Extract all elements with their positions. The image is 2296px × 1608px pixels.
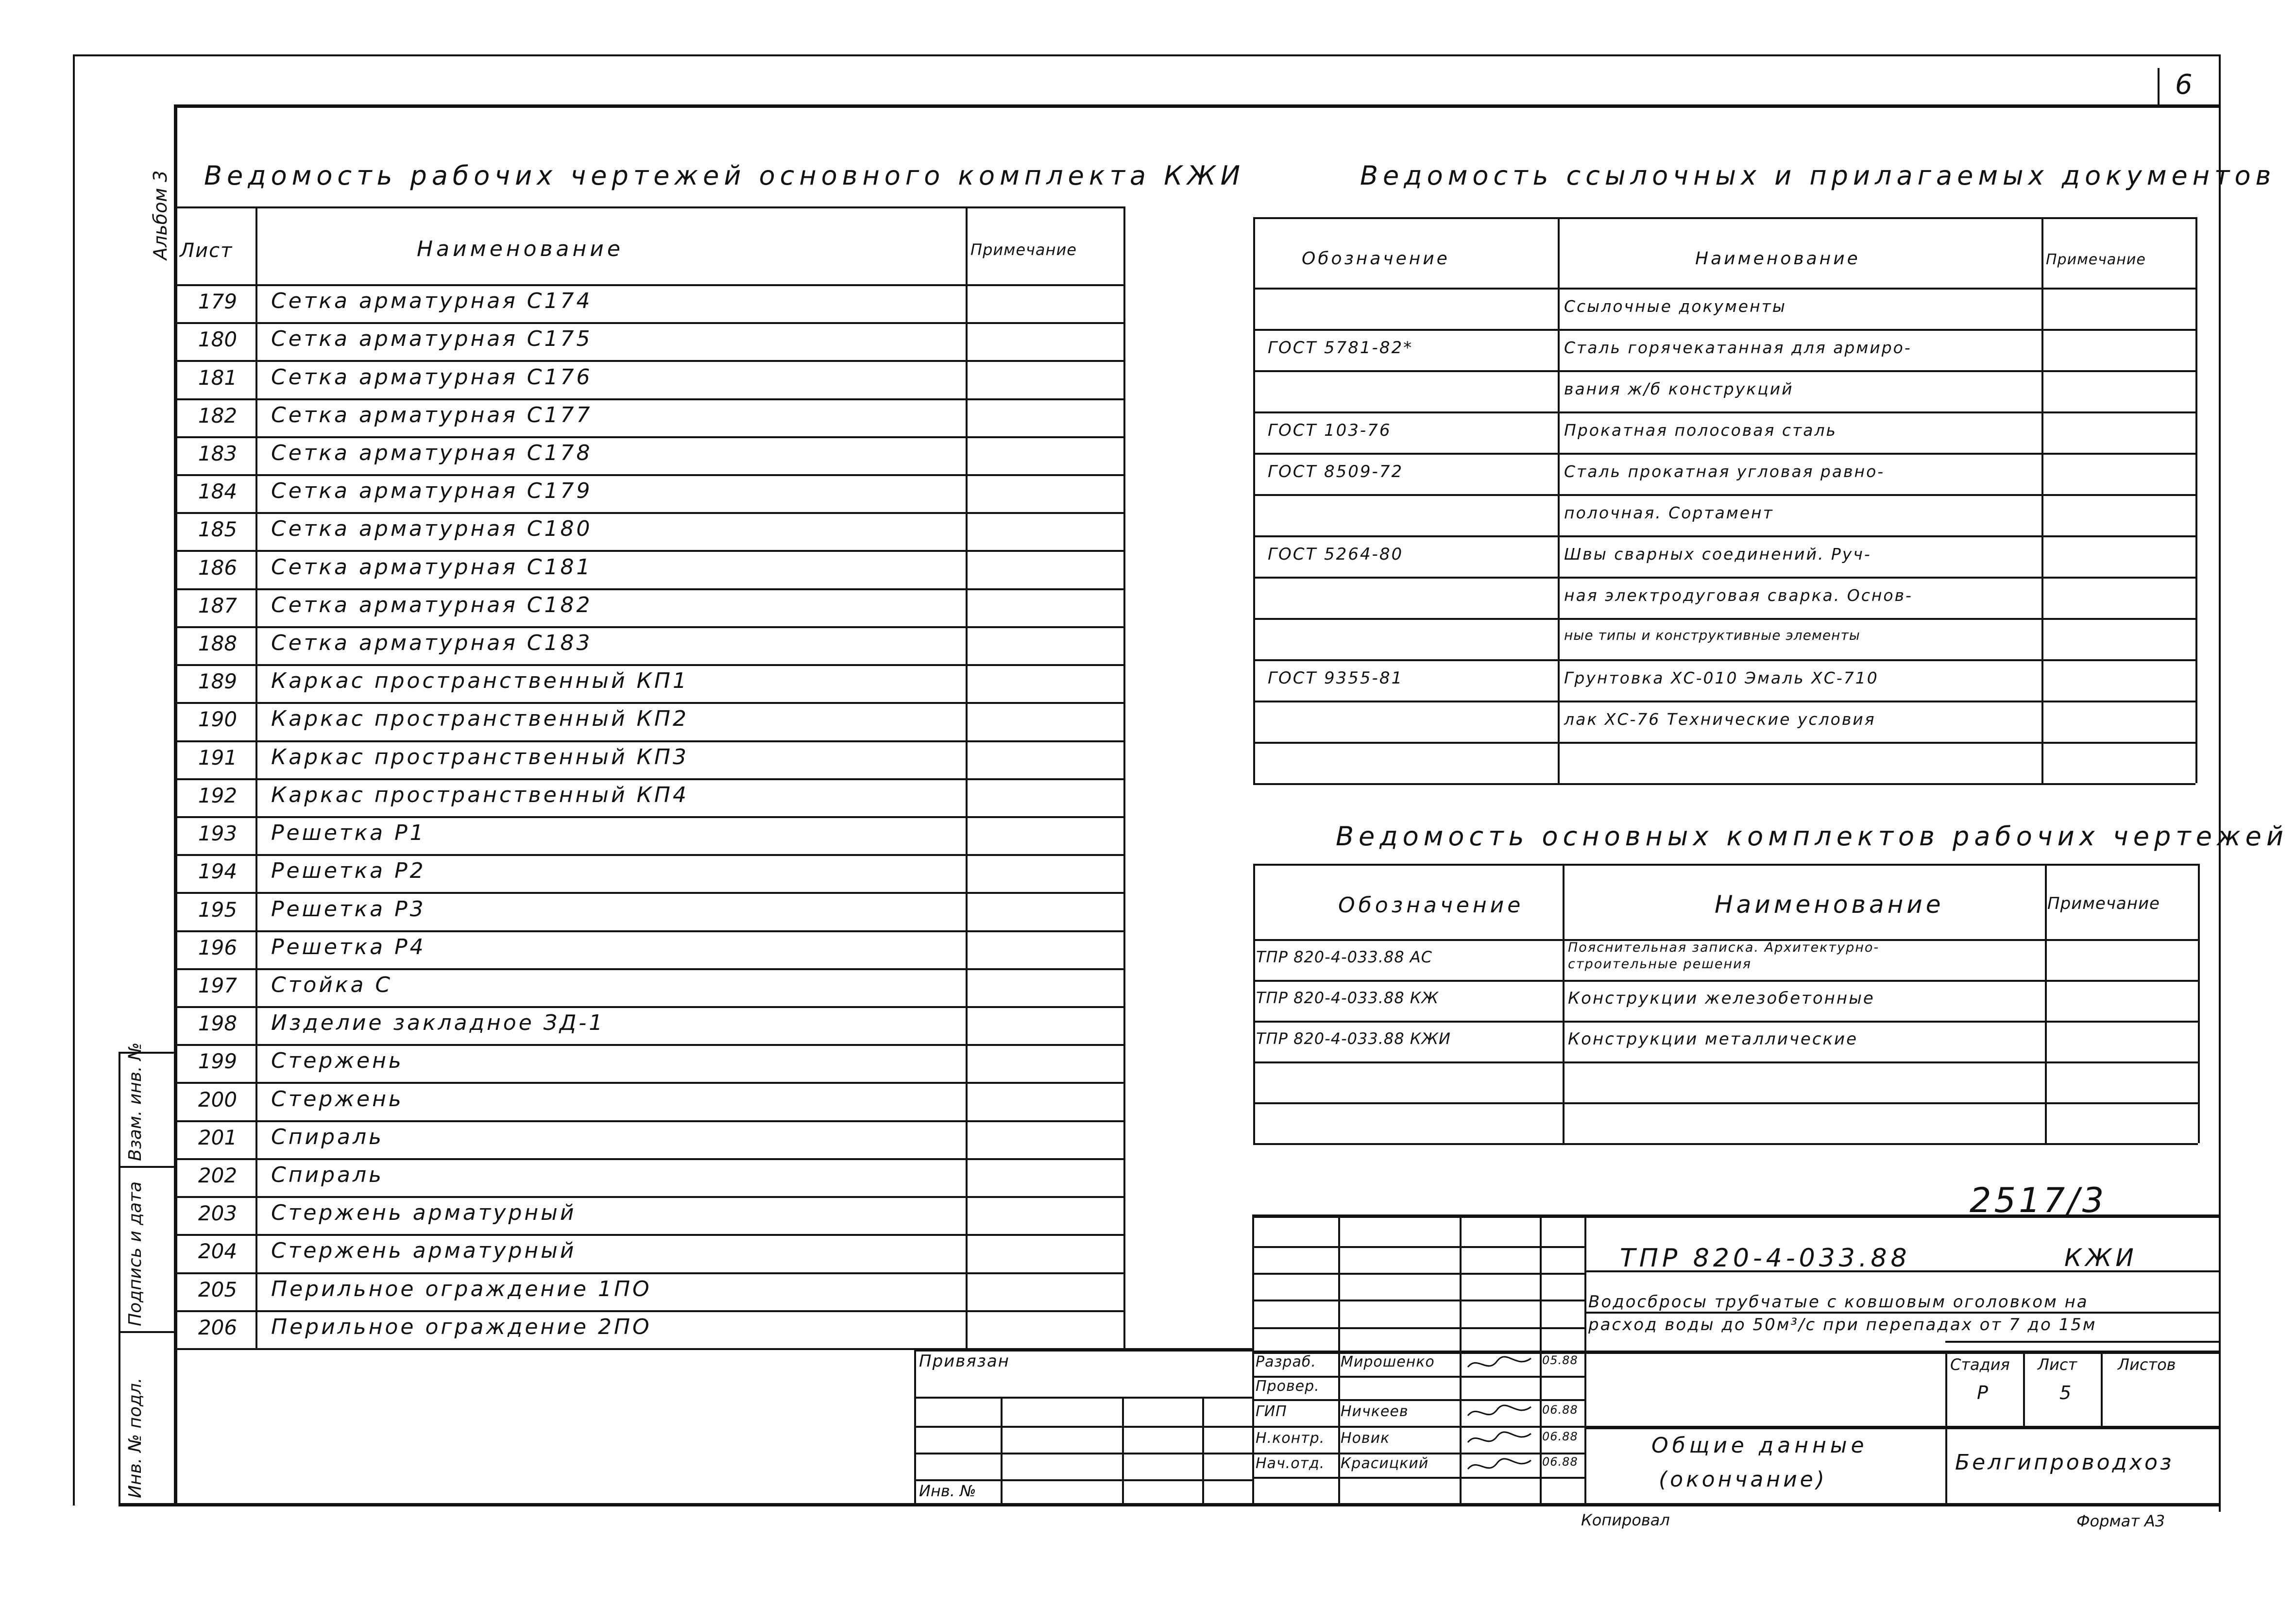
row-name: Сетка арматурная С176 <box>271 364 593 390</box>
row-name: Швы сварных соединений. Руч- <box>1564 544 1871 564</box>
row-name: лак ХС-76 Технические условия <box>1564 709 1876 729</box>
row-designation: ГОСТ 103-76 <box>1268 420 1392 440</box>
signer-name: Красицкий <box>1341 1455 1429 1472</box>
table-row <box>174 702 1123 740</box>
row-name: Сетка арматурная С182 <box>271 592 593 617</box>
row-name: Сетка арматурная С179 <box>271 479 593 504</box>
sets-header-name: Наименование <box>1715 890 1944 919</box>
signer-role: Провер. <box>1256 1378 1320 1395</box>
table-row <box>1253 288 2195 329</box>
signer-name: Новик <box>1341 1429 1390 1447</box>
table-row <box>1253 618 2195 659</box>
table-row <box>1253 939 2198 980</box>
vzam-inv-label: Взам. инв. № <box>125 1042 145 1161</box>
left-header-sheet: Лист <box>180 239 233 262</box>
row-name: ные типы и конструктивные элементы <box>1564 627 1860 643</box>
row-sheet-number: 190 <box>198 707 238 732</box>
sheet-name-line2: (окончание) <box>1659 1467 1827 1492</box>
table-row <box>1253 453 2195 494</box>
row-name: Решетка Р2 <box>271 858 426 884</box>
row-name: Каркас пространственный КП3 <box>271 744 689 770</box>
left-header-name: Наименование <box>417 237 624 261</box>
copied-by: Копировал <box>1581 1511 1670 1529</box>
table-row <box>1253 659 2195 701</box>
row-name: Сталь горячекатанная для армиро- <box>1564 338 1912 357</box>
table-row <box>1253 329 2195 370</box>
table-row <box>174 474 1123 512</box>
signer-role: Н.контр. <box>1256 1429 1325 1447</box>
left-table <box>174 206 1123 1348</box>
row-sheet-number: 199 <box>198 1049 238 1074</box>
row-name: Грунтовка ХС-010 Эмаль ХС-710 <box>1564 668 1879 687</box>
row-name: Стержень арматурный <box>271 1238 577 1264</box>
row-name: Сталь прокатная угловая равно- <box>1564 462 1885 481</box>
signer-role: ГИП <box>1256 1403 1287 1420</box>
row-name: Перильное ограждение 2ПО <box>271 1314 652 1339</box>
table-row <box>174 1310 1123 1348</box>
table-row <box>174 778 1123 816</box>
signature-mark <box>1463 1352 1536 1374</box>
row-name: Каркас пространственный КП1 <box>271 668 689 694</box>
signer-date: 06.88 <box>1542 1403 1578 1417</box>
table-row <box>174 1196 1123 1234</box>
ref-table <box>1253 217 2195 783</box>
row-name: Сетка арматурная С175 <box>271 326 593 352</box>
table-row <box>174 892 1123 930</box>
table-row <box>174 360 1123 398</box>
album-label: Альбом 3 <box>150 170 171 260</box>
row-sheet-number: 193 <box>198 821 238 846</box>
table-row <box>174 284 1123 322</box>
row-sheet-number: 186 <box>198 555 238 580</box>
row-name: Стержень <box>271 1048 404 1074</box>
row-name: Сетка арматурная С180 <box>271 516 593 542</box>
table-row <box>174 816 1123 854</box>
inv-podl-label: Инв. № подл. <box>125 1377 145 1498</box>
left-header-note: Примечание <box>970 240 1077 259</box>
row-name: Стойка С <box>271 972 393 997</box>
ref-header-note: Примечание <box>2046 251 2146 268</box>
sheet-value: 5 <box>2059 1382 2072 1403</box>
sheet-name-line1: Общие данные <box>1651 1433 1868 1458</box>
row-designation: ГОСТ 9355-81 <box>1268 668 1404 688</box>
sets-table-title: Ведомость основных комплектов рабочих чертежей <box>1336 821 2288 852</box>
table-row <box>174 1082 1123 1120</box>
organization: Белгипроводхоз <box>1955 1450 2174 1475</box>
row-designation: ГОСТ 5264-80 <box>1268 544 1404 564</box>
row-sheet-number: 184 <box>198 479 238 504</box>
stage-label: Стадия <box>1950 1355 2010 1374</box>
row-sheet-number: 205 <box>198 1277 238 1301</box>
table-row <box>1253 494 2195 535</box>
row-sheet-number: 181 <box>198 365 238 390</box>
row-designation: ТПР 820-4-033.88 КЖ <box>1256 989 1439 1007</box>
row-sheet-number: 188 <box>198 632 238 656</box>
row-name-line2: строительные решения <box>1568 957 1752 972</box>
table-row <box>174 1044 1123 1082</box>
table-row <box>174 1120 1123 1158</box>
row-name: Сетка арматурная С181 <box>271 554 593 580</box>
table-row <box>174 398 1123 436</box>
sets-table <box>1253 864 2198 1143</box>
table-row <box>1253 577 2195 618</box>
signature-mark <box>1463 1401 1536 1424</box>
row-name: Решетка Р4 <box>271 934 426 959</box>
signature-mark <box>1463 1454 1536 1475</box>
table-row <box>174 1006 1123 1044</box>
row-name: Стержень <box>271 1086 404 1112</box>
signer-role: Разраб. <box>1256 1353 1316 1370</box>
binding-inv-label: Инв. № <box>919 1482 976 1500</box>
signer-date: 06.88 <box>1542 1455 1578 1469</box>
row-sheet-number: 204 <box>198 1239 238 1264</box>
table-row <box>174 1158 1123 1196</box>
row-sheet-number: 195 <box>198 897 238 922</box>
row-sheet-number: 182 <box>198 403 238 428</box>
signer-role: Нач.отд. <box>1256 1455 1325 1472</box>
sets-header-designation: Обозначение <box>1338 893 1524 918</box>
left-table-title: Ведомость рабочих чертежей основного комплекта КЖИ <box>204 160 1245 191</box>
row-sheet-number: 198 <box>198 1011 238 1036</box>
table-row <box>174 930 1123 968</box>
row-designation: ГОСТ 8509-72 <box>1268 462 1404 481</box>
row-name: Сетка арматурная С183 <box>271 631 593 656</box>
table-row <box>174 436 1123 474</box>
row-name: Изделие закладное ЗД-1 <box>271 1010 605 1036</box>
row-name: Решетка Р3 <box>271 896 426 922</box>
sheets-label: Листов <box>2118 1355 2176 1374</box>
row-name: полочная. Сортамент <box>1564 503 1774 522</box>
row-name: Конструкции металлические <box>1568 1029 1858 1049</box>
signer-date: 05.88 <box>1542 1353 1578 1367</box>
doc-code: ТПР 820-4-033.88 <box>1620 1244 1911 1273</box>
ref-header-name: Наименование <box>1695 249 1860 269</box>
sheet-label: Лист <box>2038 1355 2077 1374</box>
table-row <box>174 1234 1123 1272</box>
album-code: 2517/3 <box>1970 1180 2107 1220</box>
signer-date: 06.88 <box>1542 1429 1578 1443</box>
row-sheet-number: 194 <box>198 859 238 884</box>
table-row <box>174 1272 1123 1310</box>
row-sheet-number: 192 <box>198 783 238 807</box>
row-sheet-number: 203 <box>198 1201 238 1226</box>
doc-mark: КЖИ <box>2064 1244 2138 1272</box>
table-row <box>174 664 1123 702</box>
stage-value: Р <box>1977 1382 1988 1403</box>
table-row <box>1253 1021 2198 1061</box>
ref-table-title: Ведомость ссылочных и прилагаемых документов <box>1360 160 2276 191</box>
table-row <box>1253 370 2195 411</box>
row-sheet-number: 197 <box>198 973 238 997</box>
row-name: Каркас пространственный КП2 <box>271 706 689 732</box>
row-name: Сетка арматурная С174 <box>271 289 593 314</box>
row-designation: ГОСТ 5781-82* <box>1268 338 1413 358</box>
row-name: ная электродуговая сварка. Основ- <box>1564 585 1913 605</box>
table-row <box>174 854 1123 892</box>
row-name: Перильное ограждение 1ПО <box>271 1276 652 1301</box>
row-name: Решетка Р1 <box>271 821 426 846</box>
row-sheet-number: 201 <box>198 1125 238 1149</box>
row-name: Прокатная полосовая сталь <box>1564 420 1837 440</box>
format-label: Формат А3 <box>2076 1512 2165 1530</box>
row-sheet-number: 179 <box>198 290 238 314</box>
row-sheet-number: 200 <box>198 1087 238 1112</box>
row-sheet-number: 202 <box>198 1163 238 1188</box>
page-number: 6 <box>2175 69 2193 101</box>
row-sheet-number: 206 <box>198 1315 238 1339</box>
row-sheet-number: 187 <box>198 593 238 617</box>
row-name-line1: Пояснительная записка. Архитектурно- <box>1568 940 1880 955</box>
row-name: Каркас пространственный КП4 <box>271 782 689 807</box>
signer-name: Мирошенко <box>1341 1353 1435 1370</box>
row-name: Спираль <box>271 1124 384 1149</box>
row-name: Сетка арматурная С178 <box>271 440 593 465</box>
row-sheet-number: 180 <box>198 327 238 352</box>
row-sheet-number: 189 <box>198 669 238 694</box>
signer-name: Ничкеев <box>1341 1403 1409 1420</box>
row-name: Стержень арматурный <box>271 1200 577 1226</box>
table-row <box>1253 980 2198 1021</box>
table-row <box>1253 411 2195 453</box>
privyazan-label: Привязан <box>919 1351 1010 1371</box>
row-name: Спираль <box>271 1163 384 1188</box>
table-row <box>174 740 1123 778</box>
row-sheet-number: 185 <box>198 517 238 542</box>
row-sheet-number: 183 <box>198 441 238 465</box>
sets-header-note: Примечание <box>2047 894 2160 913</box>
row-name: Сетка арматурная С177 <box>271 402 593 428</box>
table-row <box>1253 1102 2198 1143</box>
podp-data-label: Подпись и дата <box>125 1181 145 1326</box>
row-sheet-number: 191 <box>198 745 238 770</box>
row-name: вания ж/б конструкций <box>1564 379 1794 398</box>
row-name: Ссылочные документы <box>1564 296 1786 316</box>
table-row <box>174 588 1123 626</box>
row-name: Конструкции железобетонные <box>1568 989 1875 1008</box>
table-row <box>174 626 1123 664</box>
signature-mark <box>1463 1428 1536 1451</box>
row-designation: ТПР 820-4-033.88 АС <box>1256 948 1432 966</box>
table-row <box>1253 701 2195 742</box>
table-row <box>174 550 1123 588</box>
table-row <box>1253 1061 2198 1102</box>
row-sheet-number: 196 <box>198 935 238 959</box>
table-row <box>1253 742 2195 783</box>
table-row <box>174 322 1123 360</box>
description-line1: Водосбросы трубчатые с ковшовым оголовком на <box>1588 1292 2089 1312</box>
table-row <box>174 512 1123 550</box>
row-designation: ТПР 820-4-033.88 КЖИ <box>1256 1029 1451 1048</box>
ref-header-designation: Обозначение <box>1302 249 1450 269</box>
description-line2: расход воды до 50м³/с при перепадах от 7 до 15м <box>1588 1315 2097 1334</box>
table-row <box>174 968 1123 1006</box>
table-row <box>1253 535 2195 577</box>
